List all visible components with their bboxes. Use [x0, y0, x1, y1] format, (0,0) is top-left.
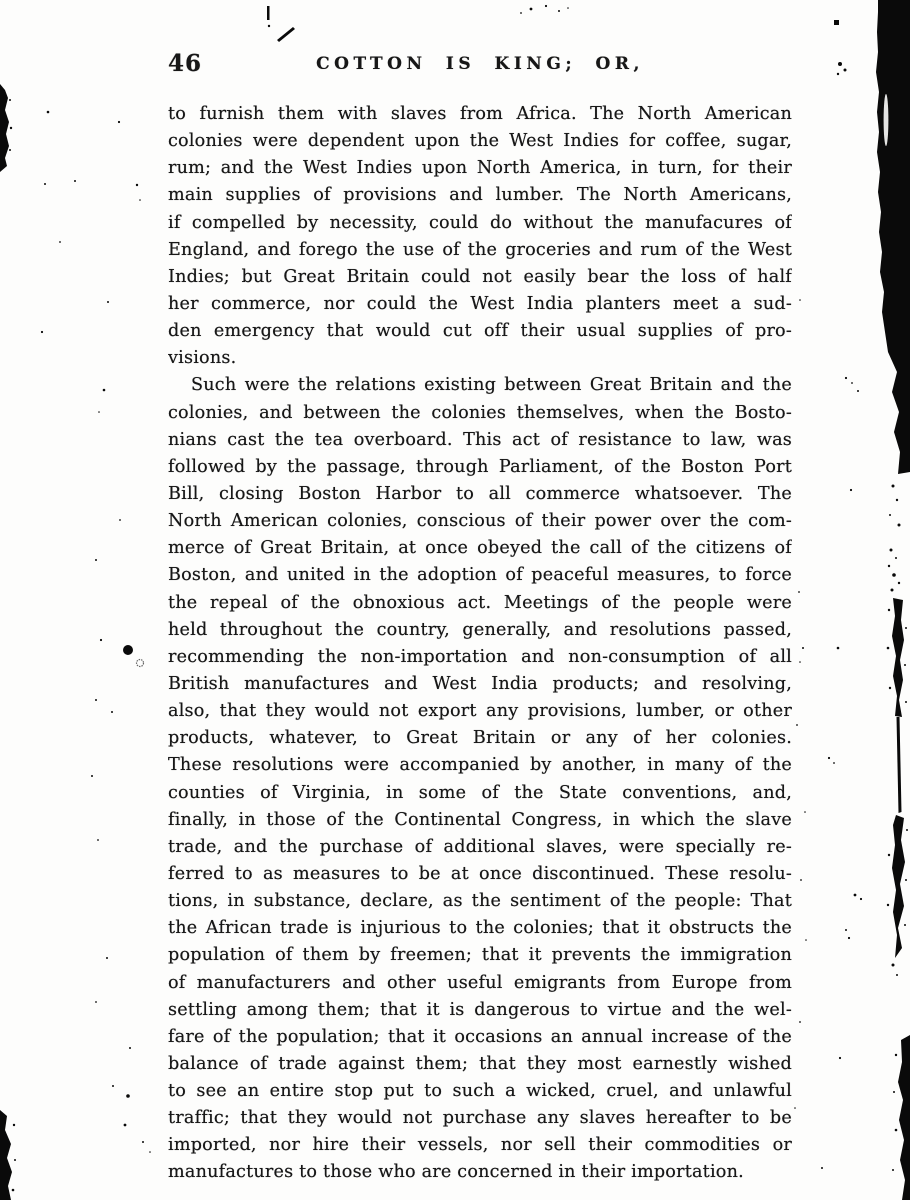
running-title: COTTON IS KING; OR,	[316, 54, 644, 74]
text-line: main supplies of provisions and lumber. The North Americans,	[168, 185, 792, 206]
scan-edge-left-top	[0, 84, 9, 172]
text-line: rum; and the West Indies upon North America, in turn, for their	[168, 158, 792, 179]
text-line: settling among them; that it is dangerous to virtue and the wel-	[168, 999, 792, 1020]
text-line: counties of Virginia, in some of the State conventions, and,	[168, 782, 792, 803]
text-line: population of them by freemen; that it prevents the immigration	[168, 945, 792, 966]
scan-edge-right-bottom	[898, 1035, 910, 1200]
text-line: trade, and the purchase of additional slaves, were specially re-	[168, 836, 792, 857]
text-line: to furnish them with slaves from Africa. The North American	[168, 104, 792, 124]
text-line: also, that they would not export any provisions, lumber, or other	[168, 701, 792, 722]
text-line: fare of the population; that it occasions an annual increase of the	[168, 1026, 792, 1047]
page-number: 46	[168, 50, 203, 77]
text-line: to see an entire stop put to such a wicked, cruel, and unlawful	[168, 1081, 792, 1102]
text-line: of manufacturers and other useful emigrants from Europe from	[168, 972, 792, 993]
text-line: balance of trade against them; that they most earnestly wished	[168, 1053, 792, 1074]
text-line: the repeal of the obnoxious act. Meetings of the people were	[168, 592, 792, 613]
text-line: Indies; but Great Britain could not easily bear the loss of half	[168, 266, 792, 287]
text-line: imported, nor hire their vessels, nor sell their commodities or	[168, 1135, 792, 1156]
scan-edge-right-top	[876, 0, 910, 474]
scan-edge-left-bottom	[0, 1110, 12, 1200]
text-line: merce of Great Britain, at once obeyed the call of the citizens of	[168, 538, 792, 559]
text-line: traffic; that they would not purchase any slaves hereafter to be	[168, 1108, 792, 1129]
scan-edge-right-middle	[892, 598, 904, 717]
text-line: Such were the relations existing between Great Britain and the	[191, 375, 792, 396]
text-line: British manufactures and West India products; and resolving,	[168, 673, 792, 694]
text-line: England, and forego the use of the groceries and rum of the West	[168, 239, 792, 260]
text-line: recommending the non-importation and non-consumption of all	[168, 646, 792, 667]
body-text	[168, 101, 792, 1187]
text-line: den emergency that would cut off their usual supplies of pro-	[168, 321, 792, 342]
text-line: tions, in substance, declare, as the sentiment of the people: That	[168, 891, 792, 912]
ink-blot	[123, 645, 133, 655]
ink-ring	[137, 660, 144, 667]
text-line: Boston, and united in the adoption of peaceful measures, to force	[168, 565, 792, 586]
text-line: followed by the passage, through Parliament, of the Boston Port	[168, 456, 792, 477]
text-line: ferred to as measures to be at once discontinued. These resolu-	[168, 863, 792, 884]
text-line: colonies were dependent upon the West Indies for coffee, sugar,	[168, 131, 792, 152]
text-line: These resolutions were accompanied by another, in many of the	[168, 755, 792, 776]
text-line: visions.	[168, 348, 237, 369]
text-line: products, whatever, to Great Britain or any of her colonies.	[168, 728, 792, 749]
text-line: finally, in those of the Continental Congress, in which the slave	[168, 809, 792, 830]
text-line: if compelled by necessity, could do without the manufacures of	[168, 212, 792, 233]
page-header	[168, 48, 792, 78]
text-line: held throughout the country, generally, and resolutions passed,	[168, 619, 792, 640]
text-line: Bill, closing Boston Harbor to all commerce whatsoever. The	[168, 483, 792, 504]
text-line: North American colonies, conscious of their power over the com-	[168, 511, 792, 532]
text-line: the African trade is injurious to the colonies; that it obstructs the	[168, 918, 792, 939]
text-line: her commerce, nor could the West India planters meet a sud-	[168, 293, 792, 314]
text-line: manufactures to those who are concerned in their importation.	[168, 1162, 744, 1183]
text-line: colonies, and between the colonies themselves, when the Bosto-	[168, 402, 792, 423]
text-line: nians cast the tea overboard. This act of resistance to law, was	[168, 429, 792, 450]
